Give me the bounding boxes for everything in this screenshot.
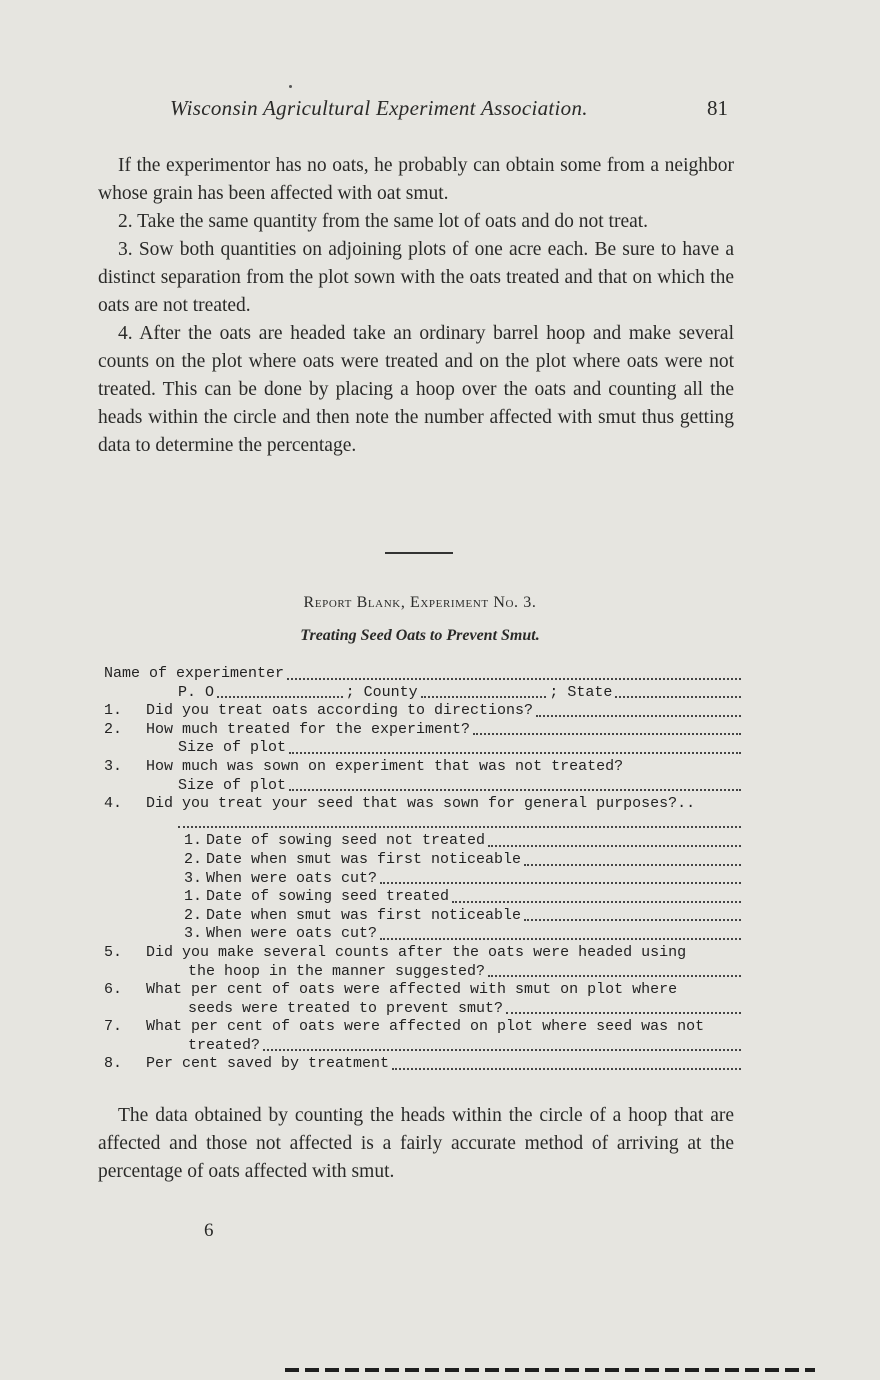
po-fill-line[interactable]	[217, 684, 343, 699]
question-text: Did you treat your seed that was sown for general purposes?..	[146, 795, 696, 813]
form-question-continuation	[104, 963, 744, 982]
question-text: seeds were treated to prevent smut?	[188, 999, 504, 1017]
question-text: the hoop in the manner suggested?	[188, 962, 486, 980]
sub-question-number: 2.	[184, 850, 203, 868]
form-question-row	[104, 795, 744, 814]
sub-question-number: 1.	[184, 888, 203, 906]
answer-fill-line[interactable]	[289, 777, 741, 792]
question-text: Size of plot	[178, 739, 287, 757]
answer-fill-line[interactable]	[536, 702, 741, 717]
form-question-continuation	[104, 1000, 744, 1019]
sub-question-row	[104, 888, 744, 907]
sub-question-number: 3.	[184, 869, 203, 887]
answer-fill-line[interactable]	[178, 814, 741, 829]
question-number: 1.	[104, 702, 123, 720]
sub-question-row	[104, 870, 744, 889]
form-question-row	[104, 981, 744, 1000]
question-text: How much treated for the experiment?	[146, 720, 471, 738]
sub-question-number: 1.	[184, 832, 203, 850]
report-blank-subtitle: Treating Seed Oats to Prevent Smut.	[300, 627, 540, 644]
answer-fill-line[interactable]	[380, 925, 741, 940]
form-question-row	[104, 758, 744, 777]
running-title: Wisconsin Agricultural Experiment Association.	[170, 96, 588, 120]
form-question-row	[104, 1018, 744, 1037]
form-question-row	[104, 721, 744, 740]
answer-fill-line[interactable]	[524, 907, 741, 922]
paragraph: The data obtained by counting the heads within the circle of a hoop that are affected and those not affected is a fairly accurate method of arriving at the percentage of oats affected with smut.	[98, 1105, 734, 1182]
sub-question-text: Date when smut was first noticeable	[206, 850, 522, 868]
name-label: Name of experimenter	[104, 665, 285, 682]
form-question-row	[104, 944, 744, 963]
sub-question-text: When were oats cut?	[206, 869, 378, 887]
paragraph: 4. After the oats are headed take an ordinary barrel hoop and make several counts on the plot where oats were treated and on the plot where oats were not treated. This can be done by placing a hoop over the oats and counting all the heads within the circle and then note the number affected with smut thus getting data to determine the percentage.	[98, 323, 734, 456]
paragraph: If the experimentor has no oats, he probably can obtain some from a neighbor whose grain has been affected with oat smut.	[98, 155, 734, 204]
question-text: What per cent of oats were affected on plot where seed was not	[146, 1018, 705, 1036]
outro-text	[98, 1102, 734, 1186]
sub-question-text: When were oats cut?	[206, 925, 378, 943]
answer-fill-line[interactable]	[506, 1000, 741, 1015]
question-text: Did you treat oats according to directions?	[146, 702, 534, 720]
question-number: 7.	[104, 1018, 123, 1036]
form-question-row	[104, 1055, 744, 1074]
question-text: Did you make several counts after the oats were headed using	[146, 943, 687, 961]
sub-question-row	[104, 851, 744, 870]
running-header	[170, 96, 730, 121]
question-number: 6.	[104, 981, 123, 999]
answer-fill-line[interactable]	[488, 963, 741, 978]
paragraph: 2. Take the same quantity from the same lot of oats and do not treat.	[118, 211, 649, 232]
county-label: ; County	[345, 683, 418, 701]
question-number: 2.	[104, 720, 123, 738]
form-question-row	[104, 739, 744, 758]
form-question-row	[104, 702, 744, 721]
sub-question-row	[104, 832, 744, 851]
sub-question-row	[104, 907, 744, 926]
form-question-row	[104, 777, 744, 796]
answer-fill-line[interactable]	[392, 1055, 741, 1070]
sub-question-text: Date of sowing seed not treated	[206, 832, 486, 850]
report-blank-title: Report Blank, Experiment No. 3.	[303, 594, 537, 611]
answer-fill-line[interactable]	[380, 870, 741, 885]
name-field-row	[104, 665, 744, 684]
scan-edge-marks	[285, 1368, 815, 1372]
ink-speck	[289, 85, 292, 88]
answer-fill-line[interactable]	[452, 888, 741, 903]
name-fill-line[interactable]	[287, 665, 741, 680]
report-form	[104, 665, 744, 1074]
address-field-row	[104, 684, 744, 703]
question-number: 8.	[104, 1055, 123, 1073]
answer-fill-line[interactable]	[524, 851, 741, 866]
sub-question-row	[104, 925, 744, 944]
state-label: ; State	[549, 683, 613, 701]
sub-question-number: 3.	[184, 925, 203, 943]
answer-fill-line[interactable]	[289, 739, 741, 754]
intro-text	[98, 152, 734, 460]
section-divider	[385, 552, 453, 554]
state-fill-line[interactable]	[615, 684, 741, 699]
sub-question-text: Date when smut was first noticeable	[206, 906, 522, 924]
page-number: 81	[707, 96, 728, 120]
po-label: P. O	[178, 683, 215, 701]
question-text: Size of plot	[178, 776, 287, 794]
question-text: What per cent of oats were affected with smut on plot where	[146, 981, 678, 999]
question-number: 4.	[104, 795, 123, 813]
signature-mark: 6	[204, 1220, 214, 1241]
sub-question-text: Date of sowing seed treated	[206, 888, 450, 906]
form-question-continuation	[104, 1037, 744, 1056]
question-number: 5.	[104, 943, 123, 961]
county-fill-line[interactable]	[421, 684, 547, 699]
question-text: Per cent saved by treatment	[146, 1055, 390, 1073]
answer-fill-line[interactable]	[473, 721, 741, 736]
sub-question-number: 2.	[184, 906, 203, 924]
answer-fill-line[interactable]	[263, 1037, 741, 1052]
paragraph: 3. Sow both quantities on adjoining plots of one acre each. Be sure to have a distinct separation from the plot sown with the oats treated and that on which the oats are not treated.	[98, 239, 734, 316]
question-number: 3.	[104, 757, 123, 775]
question-text: treated?	[188, 1036, 261, 1054]
answer-fill-line[interactable]	[488, 832, 741, 847]
answer-blank-row	[104, 814, 744, 833]
question-text: How much was sown on experiment that was not treated?	[146, 757, 624, 775]
